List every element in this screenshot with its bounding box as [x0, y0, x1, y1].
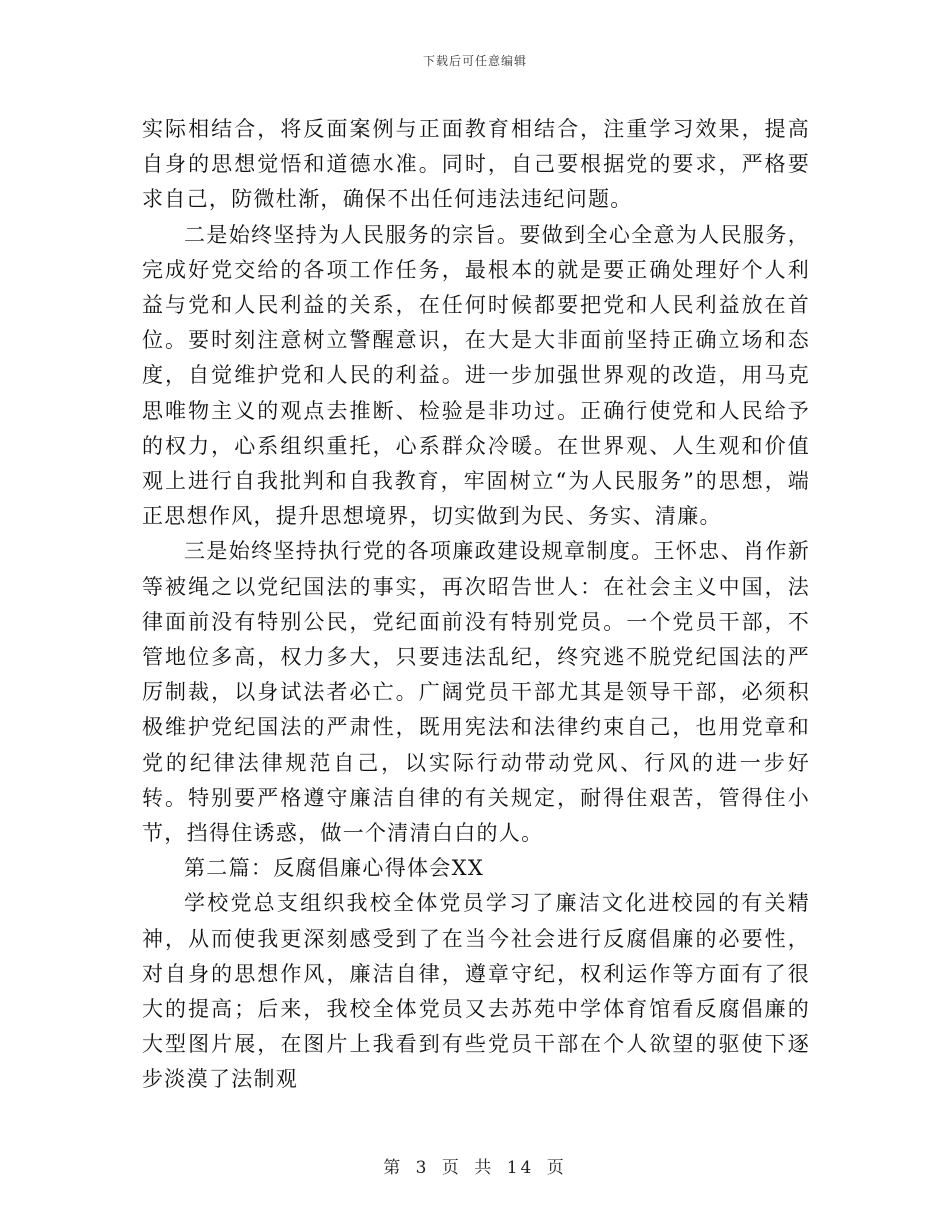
page-footer-page-number: 第 3 页 共 14 页 [383, 1158, 567, 1178]
paragraph-point-three: 三是始终坚持执行党的各项廉政建设规章制度。王怀忠、肖作新等被绳之以党纪国法的事实，再次昭告世人：在社会主义中国，法律面前没有特别公民，党纪面前没有特别党员。一个党员干部，不管地位多高，权力多大，只要违法乱纪，终究逃不脱党纪国法的严厉制裁，以身试法者必亡。广阔党员干部尤其是领导干部，必须积极维护党纪国法的严肃性，既用宪法和法律约束自己，也用党章和党的纪律法律规范自己，以实际行动带动党风、行风的进一步好转。特别要严格遵守廉洁自律的有关规定，耐得住艰苦，管得住小节，挡得住诱惑，做一个清清白白的人。 [142, 539, 810, 846]
paragraph-section-two-intro: 学校党总支组织我校全体党员学习了廉洁文化进校园的有关精神，从而使我更深刻感受到了在当今社会进行反腐倡廉的必要性，对自身的思想作风，廉洁自律，遵章守纪，权利运作等方面有了很大的提高；后来，我校全体党员又去苏苑中学体育馆看反腐倡廉的大型图片展，在图片上我看到有些党员干部在个人欲望的驱使下逐步淡漠了法制观 [142, 891, 810, 1092]
section-heading: 第二篇：反腐倡廉心得体会XX [184, 856, 485, 881]
page-header: 下载后可任意编辑 [422, 54, 527, 68]
document-body [142, 112, 810, 1098]
paragraph-continuation: 实际相结合，将反面案例与正面教育相结合，注重学习效果，提高自身的思想觉悟和道德水准。同时，自己要根据党的要求，严格要求自己，防微杜渐，确保不出任何违法违纪问题。 [142, 117, 810, 212]
paragraph-point-two: 二是始终坚持为人民服务的宗旨。要做到全心全意为人民服务，完成好党交给的各项工作任务，最根本的就是要正确处理好个人利益与党和人民利益的关系，在任何时候都要把党和人民利益放在首位。要时刻注意树立警醒意识，在大是大非面前坚持正确立场和态度，自觉维护党和人民的利益。进一步加强世界观的改造，用马克思唯物主义的观点去推断、检验是非功过。正确行使党和人民给予的权力，心系组织重托，心系群众冷暖。在世界观、人生观和价值观上进行自我批判和自我教育，牢固树立“为人民服务”的思想，端正思想作风，提升思想境界，切实做到为民、务实、清廉。 [142, 222, 810, 529]
